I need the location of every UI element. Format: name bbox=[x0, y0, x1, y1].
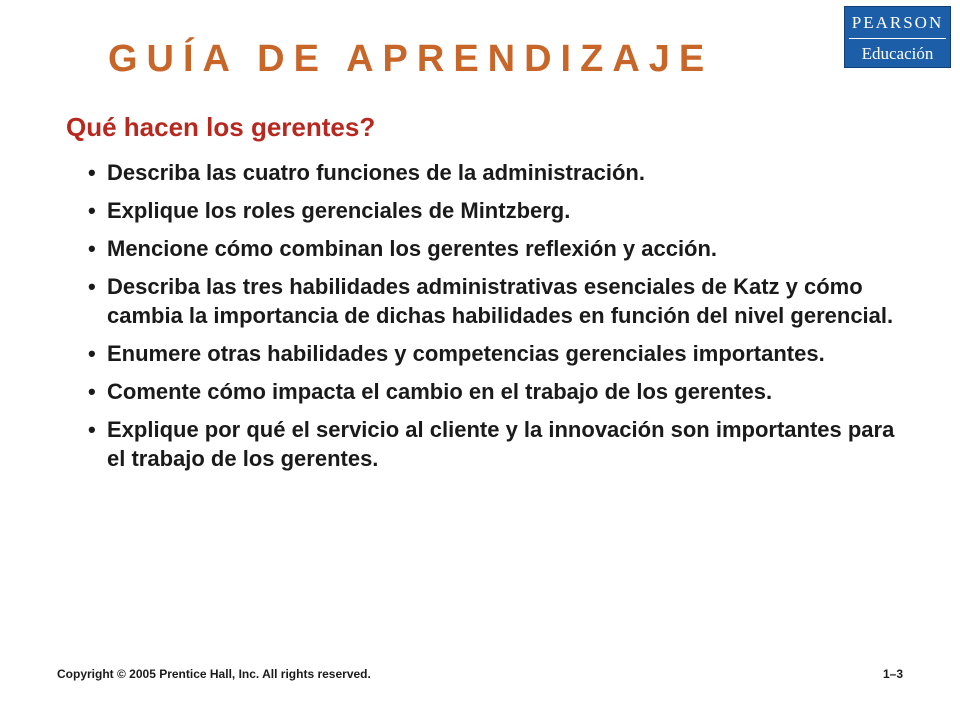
bullet-item bbox=[88, 339, 908, 368]
bullet-icon: • bbox=[88, 379, 96, 404]
bullet-item bbox=[88, 234, 908, 263]
copyright-notice: Copyright © 2005 Prentice Hall, Inc. All rights reserved. bbox=[57, 667, 371, 681]
bullet-item bbox=[88, 272, 908, 330]
bullet-item bbox=[88, 377, 908, 406]
logo-line-1: PEARSON bbox=[851, 12, 944, 32]
bullet-text: Comente cómo impacta el cambio en el trabajo de los gerentes. bbox=[107, 379, 773, 404]
page-number: 1–3 bbox=[882, 667, 903, 681]
bullet-item bbox=[88, 158, 908, 187]
bullet-icon: • bbox=[88, 160, 96, 185]
bullet-icon: • bbox=[88, 341, 96, 366]
bullet-list bbox=[88, 158, 908, 482]
guide-title: GUÍA DE APRENDIZAJE bbox=[108, 38, 714, 80]
bullet-text: Mencione cómo combinan los gerentes reflexión y acción. bbox=[107, 236, 718, 261]
bullet-icon: • bbox=[88, 198, 96, 223]
logo-line-2: Educación bbox=[861, 43, 934, 63]
bullet-icon: • bbox=[88, 417, 96, 442]
bullet-icon: • bbox=[88, 274, 96, 299]
bullet-text: Explique los roles gerenciales de Mintzberg. bbox=[107, 198, 571, 223]
bullet-text: Describa las cuatro funciones de la administración. bbox=[107, 160, 645, 185]
bullet-item bbox=[88, 196, 908, 225]
bullet-icon: • bbox=[88, 236, 96, 261]
bullet-item bbox=[88, 415, 908, 473]
bullet-text: Enumere otras habilidades y competencias gerenciales importantes. bbox=[107, 341, 825, 366]
pearson-logo bbox=[844, 6, 951, 68]
bullet-text: Describa las tres habilidades administrativas esenciales de Katz y cómo cambia la importancia de dichas habilidades en función del nivel gerencial. bbox=[107, 274, 894, 328]
bullet-text: Explique por qué el servicio al cliente y la innovación son importantes para el trabajo de los gerentes. bbox=[107, 417, 895, 471]
section-heading: Qué hacen los gerentes? bbox=[66, 112, 376, 142]
